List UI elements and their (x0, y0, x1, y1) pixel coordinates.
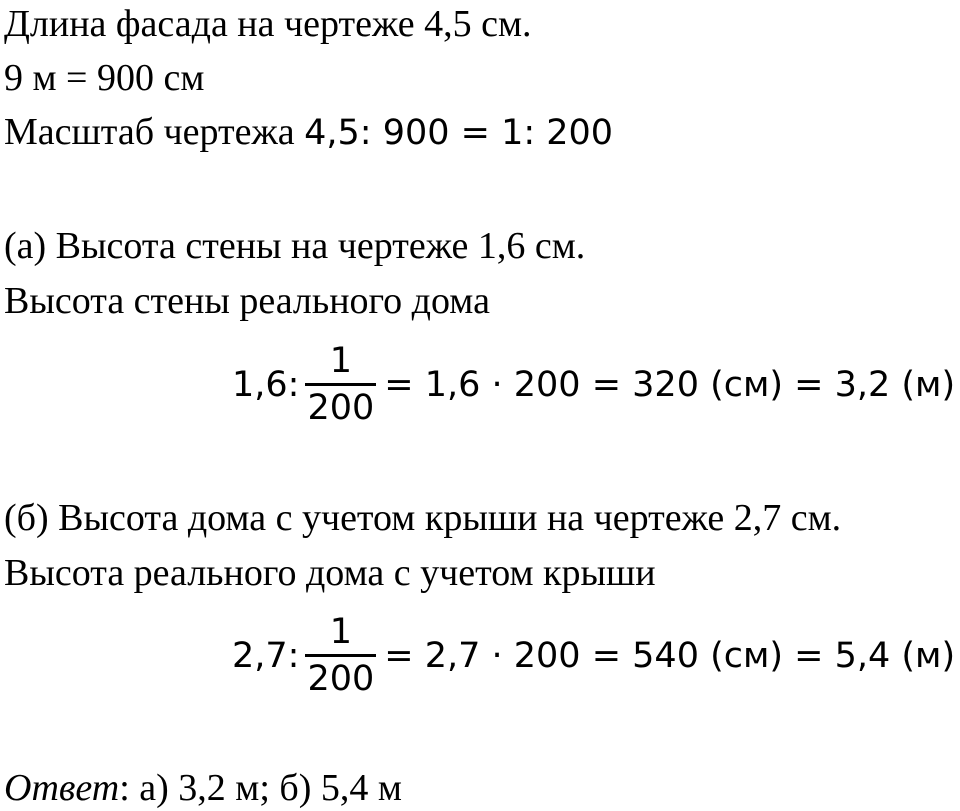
part-b-fraction-numerator: 1 (329, 612, 353, 652)
part-a-fraction (305, 339, 376, 430)
part-b-fraction (305, 610, 376, 701)
part-a-formula-rhs: = 1,6 · 200 = 320 (см) = 3,2 (м) (384, 364, 956, 405)
answer-label: Ответ (4, 767, 120, 809)
answer-line (4, 766, 402, 810)
part-b-formula-rhs: = 2,7 · 200 = 540 (см) = 5,4 (м) (384, 635, 956, 676)
answer-text: : а) 3,2 м; б) 5,4 м (119, 767, 402, 809)
statement-facade-length: Длина фасада на чертеже 4,5 см. (4, 3, 532, 45)
part-a-question: Высота стены реального дома (4, 280, 490, 322)
part-a-formula-lhs: 1,6: (232, 364, 300, 405)
part-b-given: (б) Высота дома с учетом крыши на чертеже 2,7 см. (4, 497, 842, 539)
part-a-given: (а) Высота стены на чертеже 1,6 см. (4, 225, 586, 267)
statement-scale (4, 110, 613, 155)
part-b-formula-lhs: 2,7: (232, 635, 300, 676)
part-b-question: Высота реального дома с учетом крыши (4, 552, 656, 594)
scale-label: Масштаб чертежа (4, 111, 305, 153)
statement-meters-to-cm: 9 м = 900 см (4, 57, 205, 99)
part-b-formula (232, 610, 955, 701)
part-a-fraction-numerator: 1 (329, 341, 353, 381)
part-a-fraction-denominator: 200 (305, 383, 376, 430)
part-a-formula (232, 339, 955, 430)
scale-expression: 4,5: 900 = 1: 200 (304, 113, 614, 153)
part-b-fraction-denominator: 200 (305, 654, 376, 701)
